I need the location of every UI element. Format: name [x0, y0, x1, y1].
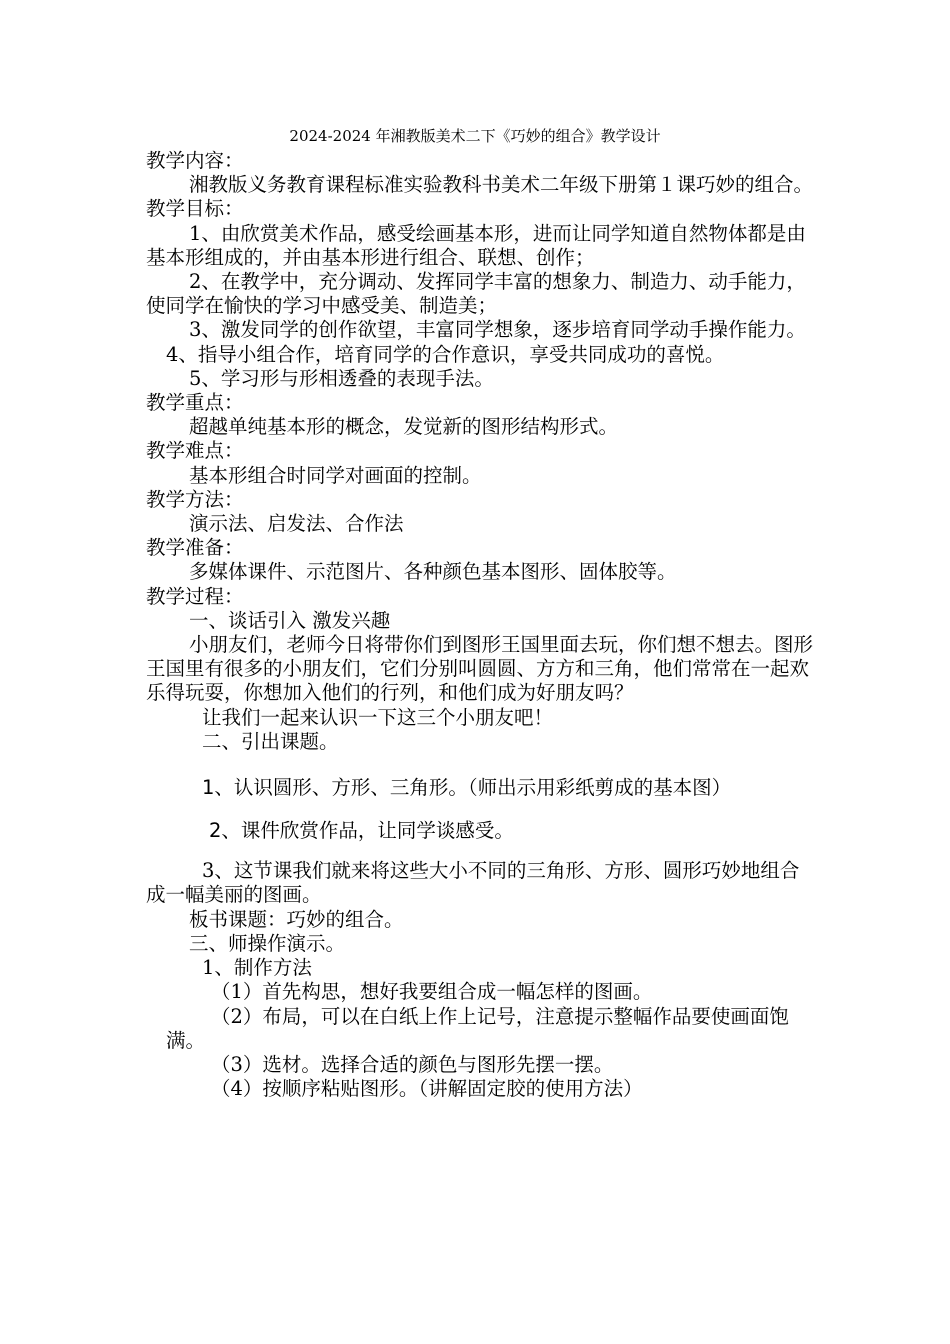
document-title: 2024-2024 年湘教版美术二下《巧妙的组合》教学设计 [289, 127, 661, 145]
board-title: 板书课题：巧妙的组合。 [189, 907, 404, 931]
method-text: 演示法、启发法、合作法 [189, 512, 404, 536]
step-2-item-1-number: 1 [202, 776, 215, 800]
content-text: 湘教版义务教育课程标准实验教科书美术二年级下册第１课巧妙的组合。 [189, 173, 814, 197]
step-2-title: 二、引出课题。 [202, 729, 339, 753]
step-2-item-2-number: 2 [209, 819, 222, 843]
step-1-text: 小朋友们，老师今日将带你们到图形王国里面去玩，你们想不想去。图形王国里有很多的小朋友们，它们分别叫圆圆、方方和三角，他们常常在一起欢乐得玩耍，你想加入他们的行列，和他们成为好朋友吗？ [146, 633, 814, 705]
key-heading: 教学重点： [146, 391, 244, 415]
step-3-title: 三、师操作演示。 [189, 931, 346, 955]
method-heading: 教学方法： [146, 487, 244, 511]
step-2-item-2 [146, 819, 816, 843]
step-2-item-2-text: 、课件欣赏作品，让同学谈感受。 [221, 819, 514, 843]
difficulty-heading: 教学难点： [146, 439, 244, 463]
content-heading: 教学内容： [146, 149, 244, 172]
step-1-title: 一、谈话引入 激发兴趣 [189, 608, 391, 632]
difficulty-text: 基本形组合时同学对画面的控制。 [189, 463, 482, 487]
step-3-sub-1-a: （1）首先构思，想好我要组合成一幅怎样的图画。 [211, 980, 653, 1004]
goal-5: 5、学习形与形相透叠的表现手法。 [189, 366, 494, 390]
step-3-sub-1-b: （2）布局，可以在白纸上作上记号，注意提示整幅作品要使画面饱满。 [166, 1004, 789, 1052]
goal-1: 1、由欣赏美术作品，感受绘画基本形，进而让同学知道自然物体都是由基本形组成的，并由基本形进行组合、联想、创作； [146, 221, 806, 269]
step-1-invite: 让我们一起来认识一下这三个小朋友吧！ [202, 705, 554, 729]
goal-3: 3、激发同学的创作欲望，丰富同学想象，逐步培育同学动手操作能力。 [189, 318, 806, 342]
prep-text: 多媒体课件、示范图片、各种颜色基本图形、固体胶等。 [189, 560, 677, 584]
goals-heading: 教学目标： [146, 197, 244, 221]
process-heading: 教学过程： [146, 584, 244, 608]
step-2-item-1 [146, 770, 816, 806]
step-3-sub-1-c: （3）选材。选择合适的颜色与图形先摆一摆。 [211, 1052, 614, 1076]
step-2-item-1-text: 、认识圆形、方形、三角形。（师出示用彩纸剪成的基本图） [214, 776, 732, 800]
key-text: 超越单纯基本形的概念，发觉新的图形结构形式。 [189, 415, 619, 439]
step-3-sub-1: 1、制作方法 [202, 956, 312, 980]
prep-heading: 教学准备： [146, 536, 244, 560]
goal-2: 2、在教学中，充分调动、发挥同学丰富的想象力、制造力、动手能力，使同学在愉快的学习中感受美、制造美； [146, 270, 806, 318]
document-body [146, 149, 816, 1101]
step-2-item-3: 3、这节课我们就来将这些大小不同的三角形、方形、圆形巧妙地组合成一幅美丽的图画。 [146, 859, 800, 907]
step-3-sub-1-d: （4）按顺序粘贴图形。（讲解固定胶的使用方法） [211, 1077, 643, 1101]
goal-4: 4、指导小组合作，培育同学的合作意识，享受共同成功的喜悦。 [166, 342, 725, 366]
